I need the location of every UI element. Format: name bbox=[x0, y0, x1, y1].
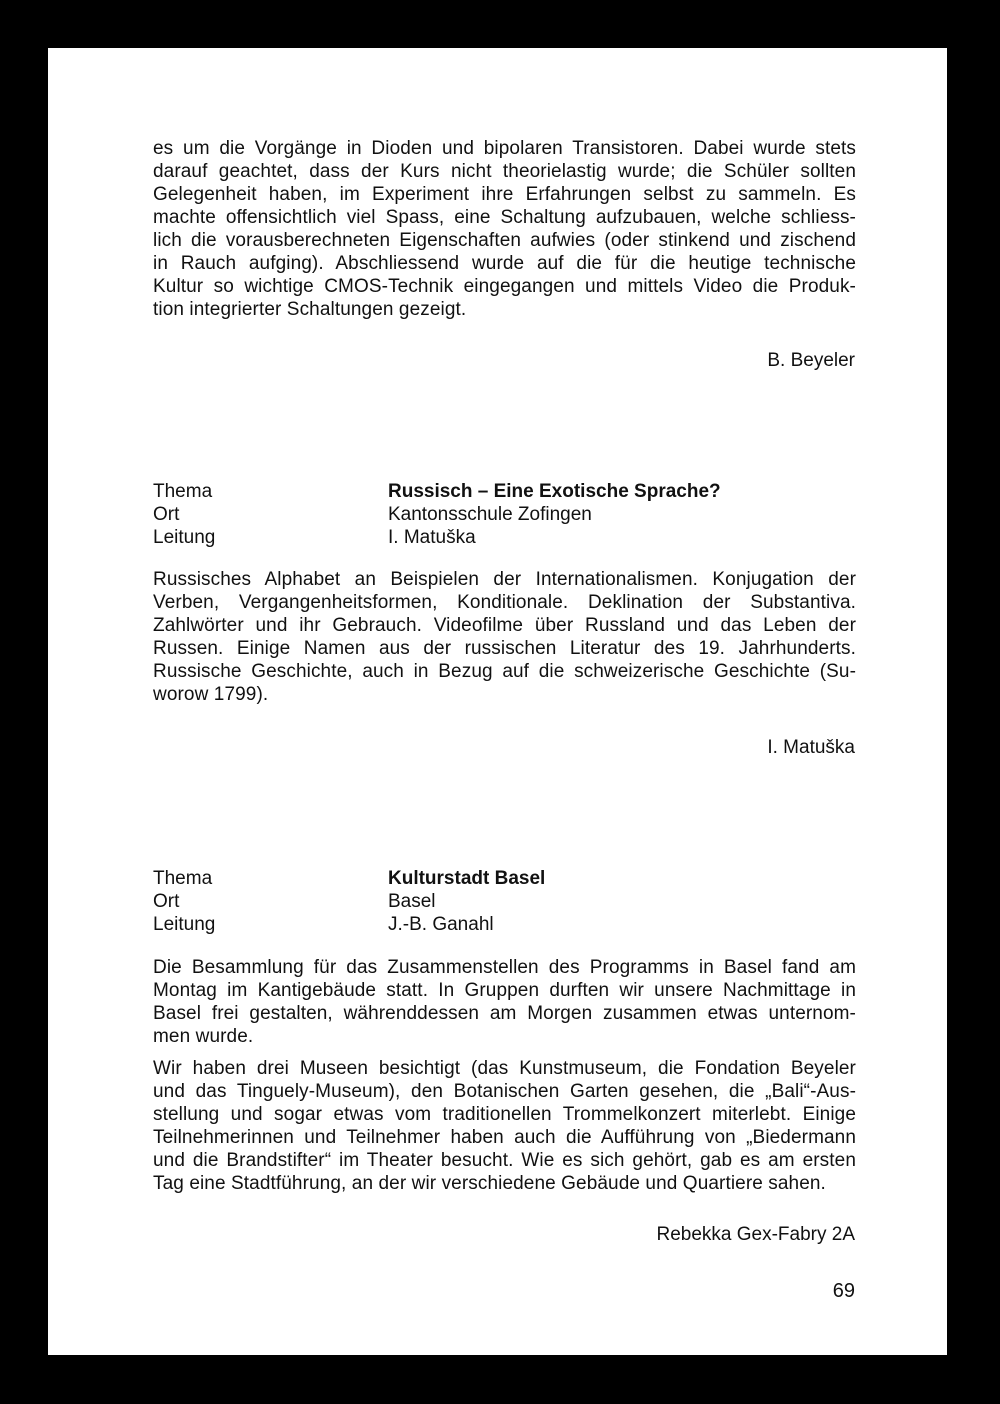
ort-value: Basel bbox=[388, 891, 436, 912]
section-basel-meta bbox=[153, 867, 545, 936]
text-line: Basel frei gestalten, währenddessen am Morgen zusammen etwas unternom- bbox=[153, 1003, 856, 1024]
text-line: worow 1799). bbox=[153, 684, 269, 705]
text-line: und die Brandstifter“ im Theater besucht. Wie es sich gehört, gab es am ersten bbox=[153, 1150, 856, 1171]
text-line: Zahlwörter und ihr Gebrauch. Videofilme über Russland und das Leben der bbox=[153, 615, 856, 636]
text-line: darauf geachtet, dass der Kurs nicht theorielastig wurde; die Schüler sollten bbox=[153, 161, 856, 182]
leitung-label: Leitung bbox=[153, 527, 216, 548]
text-line: machte offensichtlich viel Spass, eine Schaltung aufzubauen, welche schliess- bbox=[153, 207, 856, 228]
text-line: Teilnehmerinnen und Teilnehmer haben auch die Aufführung von „Biedermann bbox=[153, 1127, 856, 1148]
text-line: men wurde. bbox=[153, 1026, 254, 1047]
page-number: 69 bbox=[832, 1280, 855, 1302]
signature-gex-fabry: Rebekka Gex-Fabry 2A bbox=[656, 1224, 855, 1245]
text-line: Tag eine Stadtführung, an der wir verschiedene Gebäude und Quartiere sahen. bbox=[153, 1173, 826, 1194]
text-line: Die Besammlung für das Zusammenstellen des Programms in Basel fand am bbox=[153, 957, 856, 978]
text-line: in Rauch aufging). Abschliessend wurde auf die für die heutige technische bbox=[153, 253, 856, 274]
text-line: lich die vorausberechneten Eigenschaften aufwies (oder stinkend und zischend bbox=[153, 230, 856, 251]
document-page bbox=[48, 48, 947, 1355]
intro-paragraph bbox=[153, 137, 856, 321]
text-line: und das Tinguely-Museum), den Botanischen Garten gesehen, die „Bali“-Aus- bbox=[153, 1081, 856, 1102]
text-line: Gelegenheit haben, im Experiment ihre Erfahrungen selbst zu sammeln. Es bbox=[153, 184, 856, 205]
thema-label: Thema bbox=[153, 868, 213, 889]
signature-matuska: I. Matuška bbox=[767, 737, 855, 758]
text-line: Verben, Vergangenheitsformen, Konditionale. Deklination der Substantiva. bbox=[153, 592, 856, 613]
section-russisch-meta bbox=[153, 480, 721, 549]
thema-label: Thema bbox=[153, 481, 213, 502]
section-russisch-body bbox=[153, 568, 856, 706]
section-basel-para1 bbox=[153, 956, 856, 1048]
leitung-value: J.-B. Ganahl bbox=[388, 914, 494, 935]
text-line: Russisches Alphabet an Beispielen der Internationalismen. Konjugation der bbox=[153, 569, 856, 590]
thema-value: Kulturstadt Basel bbox=[388, 868, 546, 889]
text-line: Kultur so wichtige CMOS-Technik eingegangen und mittels Video die Produk- bbox=[153, 276, 856, 297]
text-line: Montag im Kantigebäude statt. In Gruppen durften wir unsere Nachmittage in bbox=[153, 980, 856, 1001]
text-line: stellung und sogar etwas vom traditionellen Trommelkonzert miterlebt. Einige bbox=[153, 1104, 856, 1125]
text-line: Russen. Einige Namen aus der russischen Literatur des 19. Jahrhunderts. bbox=[153, 638, 856, 659]
text-line: Russische Geschichte, auch in Bezug auf die schweizerische Geschichte (Su- bbox=[153, 661, 856, 682]
ort-label: Ort bbox=[153, 891, 180, 912]
leitung-label: Leitung bbox=[153, 914, 216, 935]
text-line: Wir haben drei Museen besichtigt (das Kunstmuseum, die Fondation Beyeler bbox=[153, 1058, 856, 1079]
thema-value: Russisch – Eine Exotische Sprache? bbox=[388, 481, 721, 502]
section-basel-para2 bbox=[153, 1057, 856, 1195]
leitung-value: I. Matuška bbox=[388, 527, 476, 548]
ort-label: Ort bbox=[153, 504, 180, 525]
ort-value: Kantonsschule Zofingen bbox=[388, 504, 592, 525]
signature-beyeler: B. Beyeler bbox=[767, 350, 855, 371]
text-line: tion integrierter Schaltungen gezeigt. bbox=[153, 299, 467, 320]
text-line: es um die Vorgänge in Dioden und bipolaren Transistoren. Dabei wurde stets bbox=[153, 138, 856, 159]
